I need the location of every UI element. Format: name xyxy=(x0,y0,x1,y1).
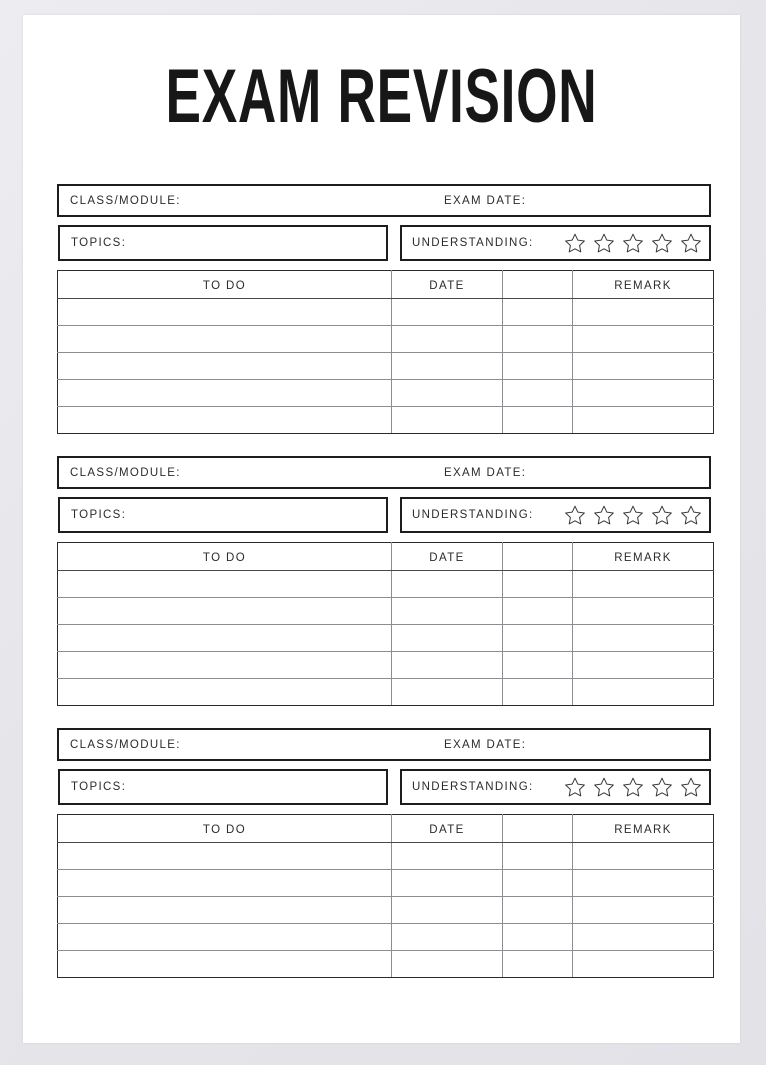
column-header-date-label: DATE xyxy=(429,279,465,292)
todo-table xyxy=(57,542,714,706)
cell-date[interactable] xyxy=(392,897,503,924)
column-header-check xyxy=(503,815,573,843)
star-outline-icon[interactable] xyxy=(564,232,586,254)
cell-remark[interactable] xyxy=(573,299,714,326)
revision-section xyxy=(57,456,711,706)
table-header-row xyxy=(58,543,714,571)
column-header-todo xyxy=(58,543,392,571)
class-module-field[interactable] xyxy=(57,456,711,489)
column-header-todo-label: TO DO xyxy=(202,279,247,292)
understanding-star-rating[interactable] xyxy=(564,776,702,798)
cell-todo[interactable] xyxy=(58,326,392,353)
star-outline-icon[interactable] xyxy=(651,504,673,526)
cell-todo[interactable] xyxy=(58,407,392,434)
cell-check[interactable] xyxy=(503,652,573,679)
cell-date[interactable] xyxy=(392,299,503,326)
class-module-label: CLASS/MODULE: xyxy=(70,194,181,207)
cell-date[interactable] xyxy=(392,407,503,434)
column-header-todo xyxy=(58,815,392,843)
understanding-label: UNDERSTANDING: xyxy=(412,781,534,793)
table-row xyxy=(58,679,714,706)
exam-date-label: EXAM DATE: xyxy=(444,738,527,751)
cell-check[interactable] xyxy=(503,407,573,434)
topics-field[interactable] xyxy=(58,769,388,805)
class-module-field[interactable] xyxy=(57,184,711,217)
column-header-date xyxy=(392,271,503,299)
understanding-label: UNDERSTANDING: xyxy=(412,237,534,249)
cell-date[interactable] xyxy=(392,353,503,380)
class-module-label: CLASS/MODULE: xyxy=(70,738,181,751)
page-title-container xyxy=(23,54,740,139)
cell-check[interactable] xyxy=(503,625,573,652)
cell-remark[interactable] xyxy=(573,951,714,978)
star-outline-icon[interactable] xyxy=(593,232,615,254)
cell-check[interactable] xyxy=(503,679,573,706)
star-outline-icon[interactable] xyxy=(564,504,586,526)
cell-check[interactable] xyxy=(503,598,573,625)
cell-date[interactable] xyxy=(392,652,503,679)
cell-remark[interactable] xyxy=(573,353,714,380)
column-header-remark-label: REMARK xyxy=(614,279,672,292)
table-row xyxy=(58,380,714,407)
table-row xyxy=(58,353,714,380)
topics-label: TOPICS: xyxy=(71,509,127,521)
column-header-date-label: DATE xyxy=(429,823,465,836)
column-header-remark xyxy=(573,815,714,843)
topics-label: TOPICS: xyxy=(71,237,127,249)
cell-remark[interactable] xyxy=(573,897,714,924)
cell-check[interactable] xyxy=(503,924,573,951)
star-outline-icon[interactable] xyxy=(651,776,673,798)
star-outline-icon[interactable] xyxy=(622,504,644,526)
cell-date[interactable] xyxy=(392,326,503,353)
cell-date[interactable] xyxy=(392,843,503,870)
cell-todo[interactable] xyxy=(58,679,392,706)
star-outline-icon[interactable] xyxy=(680,504,702,526)
star-outline-icon[interactable] xyxy=(680,232,702,254)
star-outline-icon[interactable] xyxy=(564,776,586,798)
understanding-field xyxy=(400,225,711,261)
cell-todo[interactable] xyxy=(58,652,392,679)
star-outline-icon[interactable] xyxy=(593,504,615,526)
cell-remark[interactable] xyxy=(573,843,714,870)
table-row xyxy=(58,407,714,434)
cell-todo[interactable] xyxy=(58,380,392,407)
cell-todo[interactable] xyxy=(58,353,392,380)
understanding-label: UNDERSTANDING: xyxy=(412,509,534,521)
cell-remark[interactable] xyxy=(573,679,714,706)
understanding-field xyxy=(400,769,711,805)
table-row xyxy=(58,924,714,951)
exam-date-label: EXAM DATE: xyxy=(444,194,527,207)
table-header-row xyxy=(58,271,714,299)
table-row xyxy=(58,571,714,598)
cell-todo[interactable] xyxy=(58,625,392,652)
star-outline-icon[interactable] xyxy=(593,776,615,798)
cell-check[interactable] xyxy=(503,870,573,897)
star-outline-icon[interactable] xyxy=(622,232,644,254)
cell-date[interactable] xyxy=(392,625,503,652)
exam-date-label: EXAM DATE: xyxy=(444,466,527,479)
cell-date[interactable] xyxy=(392,870,503,897)
topics-understanding-row xyxy=(57,769,711,805)
revision-section xyxy=(57,184,711,434)
table-row xyxy=(58,326,714,353)
page-title: EXAM REVISION xyxy=(165,54,598,139)
star-outline-icon[interactable] xyxy=(651,232,673,254)
cell-check[interactable] xyxy=(503,571,573,598)
cell-check[interactable] xyxy=(503,897,573,924)
revision-section xyxy=(57,728,711,978)
cell-remark[interactable] xyxy=(573,380,714,407)
class-module-label: CLASS/MODULE: xyxy=(70,466,181,479)
cell-todo[interactable] xyxy=(58,571,392,598)
cell-remark[interactable] xyxy=(573,652,714,679)
class-module-field[interactable] xyxy=(57,728,711,761)
topics-understanding-row xyxy=(57,497,711,533)
column-header-date-label: DATE xyxy=(429,551,465,564)
cell-remark[interactable] xyxy=(573,326,714,353)
column-header-check xyxy=(503,543,573,571)
table-row xyxy=(58,299,714,326)
cell-todo[interactable] xyxy=(58,897,392,924)
cell-date[interactable] xyxy=(392,380,503,407)
topics-field[interactable] xyxy=(58,497,388,533)
understanding-field xyxy=(400,497,711,533)
cell-remark[interactable] xyxy=(573,407,714,434)
cell-check[interactable] xyxy=(503,353,573,380)
topics-label: TOPICS: xyxy=(71,781,127,793)
cell-todo[interactable] xyxy=(58,843,392,870)
cell-check[interactable] xyxy=(503,299,573,326)
cell-check[interactable] xyxy=(503,380,573,407)
printable-page xyxy=(23,15,740,1043)
cell-check[interactable] xyxy=(503,843,573,870)
column-header-remark-label: REMARK xyxy=(614,823,672,836)
column-header-todo-label: TO DO xyxy=(202,551,247,564)
table-header-row xyxy=(58,815,714,843)
cell-remark[interactable] xyxy=(573,625,714,652)
table-row xyxy=(58,870,714,897)
cell-remark[interactable] xyxy=(573,571,714,598)
cell-date[interactable] xyxy=(392,924,503,951)
cell-todo[interactable] xyxy=(58,870,392,897)
star-outline-icon[interactable] xyxy=(680,776,702,798)
todo-table xyxy=(57,814,714,978)
table-row xyxy=(58,598,714,625)
cell-remark[interactable] xyxy=(573,598,714,625)
column-header-remark xyxy=(573,271,714,299)
cell-remark[interactable] xyxy=(573,870,714,897)
column-header-todo xyxy=(58,271,392,299)
column-header-remark-label: REMARK xyxy=(614,551,672,564)
table-row xyxy=(58,951,714,978)
column-header-check xyxy=(503,271,573,299)
cell-check[interactable] xyxy=(503,951,573,978)
cell-date[interactable] xyxy=(392,598,503,625)
column-header-date xyxy=(392,815,503,843)
cell-todo[interactable] xyxy=(58,598,392,625)
column-header-date xyxy=(392,543,503,571)
table-row xyxy=(58,843,714,870)
cell-date[interactable] xyxy=(392,571,503,598)
todo-table xyxy=(57,270,714,434)
understanding-star-rating[interactable] xyxy=(564,232,702,254)
cell-date[interactable] xyxy=(392,951,503,978)
cell-todo[interactable] xyxy=(58,924,392,951)
cell-remark[interactable] xyxy=(573,924,714,951)
star-outline-icon[interactable] xyxy=(622,776,644,798)
table-row xyxy=(58,897,714,924)
topics-understanding-row xyxy=(57,225,711,261)
column-header-remark xyxy=(573,543,714,571)
cell-date[interactable] xyxy=(392,679,503,706)
cell-todo[interactable] xyxy=(58,951,392,978)
topics-field[interactable] xyxy=(58,225,388,261)
cell-todo[interactable] xyxy=(58,299,392,326)
cell-check[interactable] xyxy=(503,326,573,353)
table-row xyxy=(58,625,714,652)
column-header-todo-label: TO DO xyxy=(202,823,247,836)
table-row xyxy=(58,652,714,679)
understanding-star-rating[interactable] xyxy=(564,504,702,526)
